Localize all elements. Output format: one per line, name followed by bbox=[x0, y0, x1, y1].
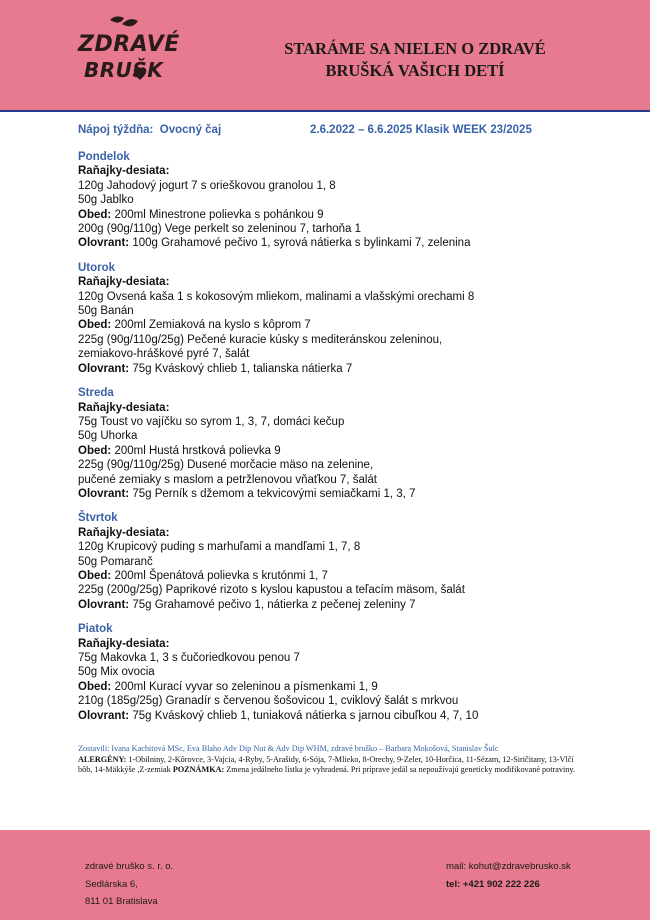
afternoon-snack-line bbox=[78, 709, 598, 723]
menu-item: 200ml Špenátová polievka s krutónmi 1, 7 bbox=[114, 569, 328, 582]
day-name: Streda bbox=[78, 387, 114, 400]
menu-period: 2.6.2022 – 6.6.2025 Klasik WEEK 23/2025 bbox=[310, 124, 532, 136]
footer-band bbox=[0, 830, 650, 920]
day-name: Piatok bbox=[78, 623, 113, 636]
menu-item: 200ml Zemiaková na kyslo s kôprom 7 bbox=[114, 319, 311, 332]
afternoon-snack-label: Olovrant: bbox=[78, 598, 130, 611]
allergens-text: 1-Obilniny, 2-Kôrovce, 3-Vajcia, 4-Ryby, 5-Arašidy, 6-Sója, 7-Mlieko, 8-Orechy, 9-Zeler, 10-Horčica, 11-Sézam, 12-Siričitany, 13-Vlčí bôb, 14-Mäkkýše ,Z-zemiak bbox=[78, 754, 574, 775]
contact-phone[interactable]: tel: +421 902 222 226 bbox=[446, 878, 540, 890]
menu-item: 200ml Minestrone polievka s pohánkou 9 bbox=[114, 208, 324, 221]
day-section bbox=[78, 511, 598, 612]
menu-item: 200ml Kurací vyvar so zeleninou a písmenkami 1, 9 bbox=[114, 680, 378, 693]
note-label: POZNÁMKA: bbox=[172, 765, 225, 775]
contact-info bbox=[446, 858, 571, 893]
allergens-note bbox=[78, 755, 578, 776]
note-text: Zmena jedálneho lístka je vyhradená. Pri príprave jedál sa nepoužívajú geneticky modifikované potraviny. bbox=[226, 765, 575, 775]
lunch-label: Obed: bbox=[78, 319, 112, 332]
lunch-line bbox=[78, 680, 598, 694]
menu-item: 225g (90g/110g/25g) Pečené kuracie kúsky s mediteránskou zeleninou, bbox=[78, 333, 443, 346]
snack-label: Raňajky-desiata: bbox=[78, 165, 170, 178]
afternoon-snack-label: Olovrant: bbox=[78, 709, 130, 722]
company-street: Sedlárska 6, bbox=[85, 878, 138, 890]
day-section bbox=[78, 622, 598, 723]
afternoon-snack-label: Olovrant: bbox=[78, 487, 130, 500]
company-address bbox=[85, 858, 173, 911]
footnote bbox=[78, 744, 578, 776]
afternoon-snack-line bbox=[78, 598, 598, 612]
lunch-line bbox=[78, 208, 598, 222]
company-city: 811 01 Bratislava bbox=[85, 896, 158, 907]
authors-line: Zostavili: Ivana Kachitová MSc, Eva Blaho Adv Dip Nut & Adv Dip WHM, zdravé bruško – Barbara Mokošová, Stanislav Šulc bbox=[78, 744, 499, 753]
lunch-label: Obed: bbox=[78, 680, 112, 693]
day-name: Utorok bbox=[78, 261, 116, 274]
snack-label: Raňajky-desiata: bbox=[78, 637, 170, 650]
brand-logo bbox=[70, 14, 180, 94]
menu-item: 50g Mix ovocia bbox=[78, 666, 155, 679]
menu-item: 75g Toust vo vajíčku so syrom 1, 3, 7, domáci kečup bbox=[78, 415, 345, 428]
menu-item: 120g Jahodový jogurt 7 s orieškovou granolou 1, 8 bbox=[78, 179, 336, 192]
menu-item: 50g Jablko bbox=[78, 194, 134, 207]
menu-item: 225g (200g/25g) Paprikové rizoto s kyslou kapustou a teľacím mäsom, šalát bbox=[78, 584, 465, 597]
allergens-label: ALERGÉNY: bbox=[78, 754, 127, 764]
menu-item: 50g Uhorka bbox=[78, 430, 138, 443]
lunch-label: Obed: bbox=[78, 208, 112, 221]
afternoon-snack-label: Olovrant: bbox=[78, 362, 130, 375]
menu-item: pučené zemiaky s maslom a petržlenovou vňaťkou 7, šalát bbox=[78, 473, 377, 486]
afternoon-snack-line bbox=[78, 236, 598, 250]
lunch-label: Obed: bbox=[78, 444, 112, 457]
snack-label: Raňajky-desiata: bbox=[78, 526, 170, 539]
drink-value: Ovocný čaj bbox=[159, 124, 222, 136]
logo-line-2: BRUŠK bbox=[84, 58, 164, 82]
snack-label: Raňajky-desiata: bbox=[78, 276, 170, 289]
menu-item: 50g Pomaranč bbox=[78, 555, 153, 568]
lunch-line bbox=[78, 318, 598, 332]
menu-item: 75g Kváskový chlieb 1, talianska nátierka 7 bbox=[132, 362, 353, 375]
afternoon-snack-line bbox=[78, 362, 598, 376]
drink-label: Nápoj týždňa: bbox=[78, 124, 154, 136]
lunch-label: Obed: bbox=[78, 569, 112, 582]
logo-line-1: ZDRAVÉ bbox=[78, 32, 180, 57]
menu-item: 75g Grahamové pečivo 1, nátierka z pečenej zeleniny 7 bbox=[132, 598, 416, 611]
lunch-line bbox=[78, 444, 598, 458]
menu-item: 120g Ovsená kaša 1 s kokosovým mliekom, malinami a vlašskými orechami 8 bbox=[78, 290, 475, 303]
day-section bbox=[78, 386, 598, 501]
drink-of-week bbox=[78, 124, 221, 136]
menu-item: 210g (185g/25g) Granadír s červenou šošovicou 1, cviklový šalát s mrkvou bbox=[78, 695, 459, 708]
afternoon-snack-label: Olovrant: bbox=[78, 237, 130, 250]
weekly-menu bbox=[78, 150, 598, 733]
day-name: Štvrtok bbox=[78, 512, 118, 525]
menu-item: zemiakovo-hráškové pyré 7, šalát bbox=[78, 348, 250, 361]
menu-item: 100g Grahamové pečivo 1, syrová nátierka s bylinkami 7, zelenina bbox=[132, 237, 471, 250]
header-band bbox=[0, 0, 650, 112]
menu-item: 50g Banán bbox=[78, 305, 134, 318]
menu-item: 225g (90g/110g/25g) Dusené morčacie mäso na zelenine, bbox=[78, 459, 374, 472]
day-section bbox=[78, 261, 598, 376]
menu-item: 75g Perník s džemom a tekvicovými semiačkami 1, 3, 7 bbox=[132, 487, 416, 500]
snack-label: Raňajky-desiata: bbox=[78, 401, 170, 414]
company-name: zdravé bruško s. r. o. bbox=[85, 861, 174, 872]
menu-item: 75g Kváskový chlieb 1, tuniaková nátierka s jarnou cibuľkou 4, 7, 10 bbox=[132, 709, 479, 722]
menu-item: 120g Krupicový puding s marhuľami a mandľami 1, 7, 8 bbox=[78, 541, 361, 554]
menu-item: 75g Makovka 1, 3 s čučoriedkovou penou 7 bbox=[78, 652, 300, 664]
menu-item: 200ml Hustá hrstková polievka 9 bbox=[114, 444, 281, 457]
page-title bbox=[250, 38, 580, 82]
title-line-2: BRUŠKÁ VAŠICH DETÍ bbox=[325, 61, 505, 80]
day-section bbox=[78, 150, 598, 251]
title-line-1: STARÁME SA NIELEN O ZDRAVÉ bbox=[284, 39, 546, 58]
day-name: Pondelok bbox=[78, 151, 130, 163]
lunch-line bbox=[78, 569, 598, 583]
menu-item: 200g (90g/110g) Vege perkelt so zeleninou 7, tarhoňa 1 bbox=[78, 223, 362, 236]
contact-email[interactable]: mail: kohut@zdravebrusko.sk bbox=[446, 861, 571, 872]
afternoon-snack-line bbox=[78, 487, 598, 501]
